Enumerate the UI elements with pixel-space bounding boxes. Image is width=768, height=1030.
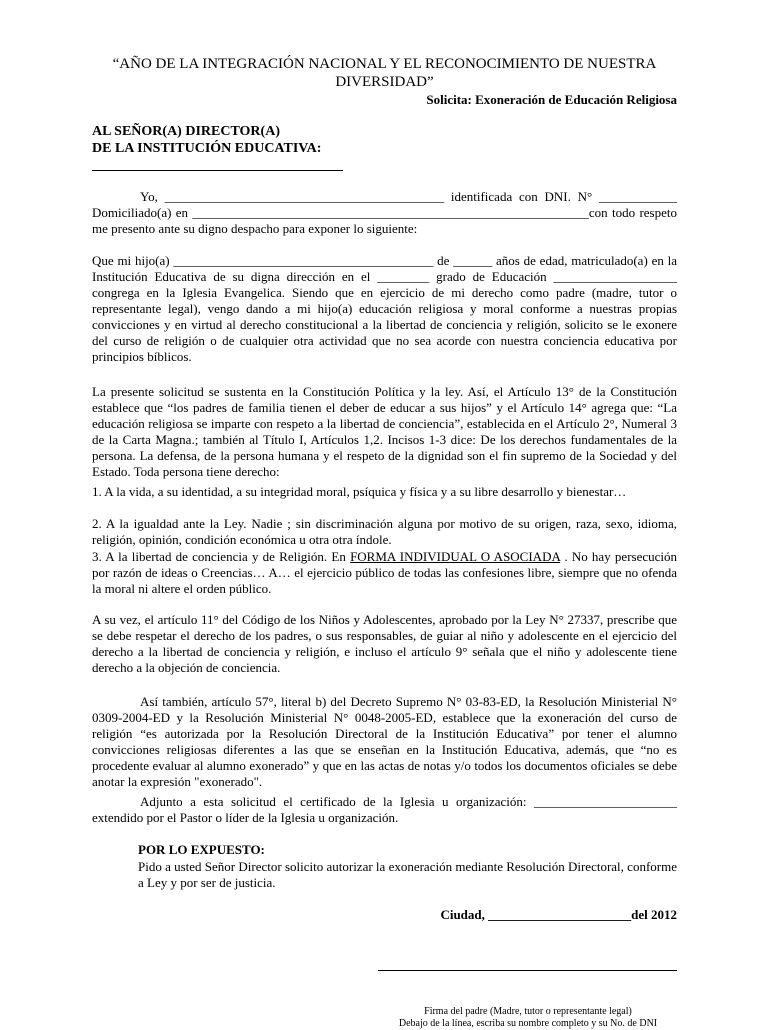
child-paragraph: Que mi hijo(a) ________________________________________ de ______ años de edad, matriculado(a) en la Institución Educativa de su digna dirección en el ________ grado de Educación ___________________ congrega en la Iglesia Evangelica. Siendo que en ejercicio de mi derecho como padre (madre, tutor o representante legal), vengo dando a mi hijo(a) educación religiosa y moral conforme a nuestras propias convicciones y en virtud al derecho constitucional a la libertad de conciencia y religión, solicito se le exonere del curso de religión o de cualquier otra actividad que no sea acorde con nuestra conciencia educativa por principios bíblicos.: [92, 253, 677, 364]
city-date-line: Ciudad, ______________________del 2012: [440, 907, 677, 922]
right-item-3: [92, 549, 677, 597]
decree-paragraph: Así también, artículo 57°, literal b) del Decreto Supremo N° 03-83-ED, la Resolución Ministerial N° 0309-2004-ED y la Resolución Ministerial N° 0048-2005-ED, establece que la exoneración del curso de religión “es autorizada por la Resolución Directoral de la Institución Educativa” por tener el alumno convicciones religiosas diferentes a las que se enseñan en la Institución Educativa, además, que “no es procedente evaluar al alumno exonerado” y que en las actas de notas y/o todos los documentos oficiales se debe anotar la expresión "exonerado".: [92, 694, 677, 789]
addressee-name-line: [92, 170, 343, 171]
right-item-3-underlined: FORMA INDIVIDUAL O ASOCIADA: [350, 549, 561, 564]
addressee-line-2: DE LA INSTITUCIÓN EDUCATIVA:: [92, 141, 322, 156]
signature-caption: Firma del padre (Madre, tutor o representante legal): [424, 1006, 632, 1017]
signature-line: [378, 970, 677, 971]
addressee-line-1: AL SEÑOR(A) DIRECTOR(A): [92, 124, 280, 139]
request-subject: Solicita: Exoneración de Educación Religiosa: [426, 92, 677, 107]
closing-heading: POR LO EXPUESTO:: [138, 842, 265, 857]
intro-paragraph: Yo, ___________________________________________ identificada con DNI. N° ____________ Domiciliado(a) en _____________________________________________________________con todo respeto me presento ante su digno despacho para exponer lo siguiente:: [92, 189, 677, 236]
right-item-3-start: 3. A la libertad de conciencia y de Religión. En: [92, 549, 351, 564]
right-item-2: 2. A la igualdad ante la Ley. Nadie ; sin discriminación alguna por motivo de su origen, raza, sexo, idioma, religión, opinión, condición económica u otra otra índole.: [92, 516, 677, 547]
attachment-paragraph: Adjunto a esta solicitud el certificado de la Iglesia u organización: ______________________ extendido por el Pastor o líder de la Iglesia u organización.: [92, 794, 677, 825]
right-item-3-end: . No hay persecución por razón de ideas o Creencias… A… el ejercicio público de todas las confesiones libre, siempre que no ofenda la moral ni altere el orden público.: [92, 549, 678, 596]
code-paragraph: A su vez, el artículo 11° del Código de los Niños y Adolescentes, aprobado por la Ley N° 27337, prescribe que se debe respetar el derecho de los padres, o sus responsables, de guiar al niño y adolescente en el ejercicio del derecho a la libertad de conciencia y religión, e incluso el artículo 9° señala que el niño y adolescente tiene derecho a la objeción de conciencia.: [92, 612, 677, 675]
legal-basis-paragraph: La presente solicitud se sustenta en la Constitución Política y la ley. Así, el Artículo 13° de la Constitución establece que “los padres de familia tienen el deber de educar a sus hijos” y el Artículo 14° agrega que: “La educación religiosa se imparte con respeto a la libertad de conciencia”, establecida en el Artículo 2°, Numeral 3 de la Carta Magna.; también al Título I, Artículos 1,2. Incisos 1-3 dice: De los derechos fundamentales de la persona. La defensa, de la persona humana y el respeto de la dignidad son el fin supremo de la Sociedad y del Estado. Toda persona tiene derecho:: [92, 384, 677, 479]
right-item-1: 1. A la vida, a su identidad, a su integridad moral, psíquica y física y a su libre desarrollo y bienestar…: [92, 484, 627, 499]
signature-note: Debajo de la línea, escriba su nombre completo y su No. de DNI: [398, 1018, 658, 1029]
closing-text: Pido a usted Señor Director solicito autorizar la exoneración mediante Resolución Directoral, conforme a Ley y por ser de justicia.: [138, 859, 677, 890]
year-motto: “AÑO DE LA INTEGRACIÓN NACIONAL Y EL RECONOCIMIENTO DE NUESTRA DIVERSIDAD”: [112, 56, 657, 90]
